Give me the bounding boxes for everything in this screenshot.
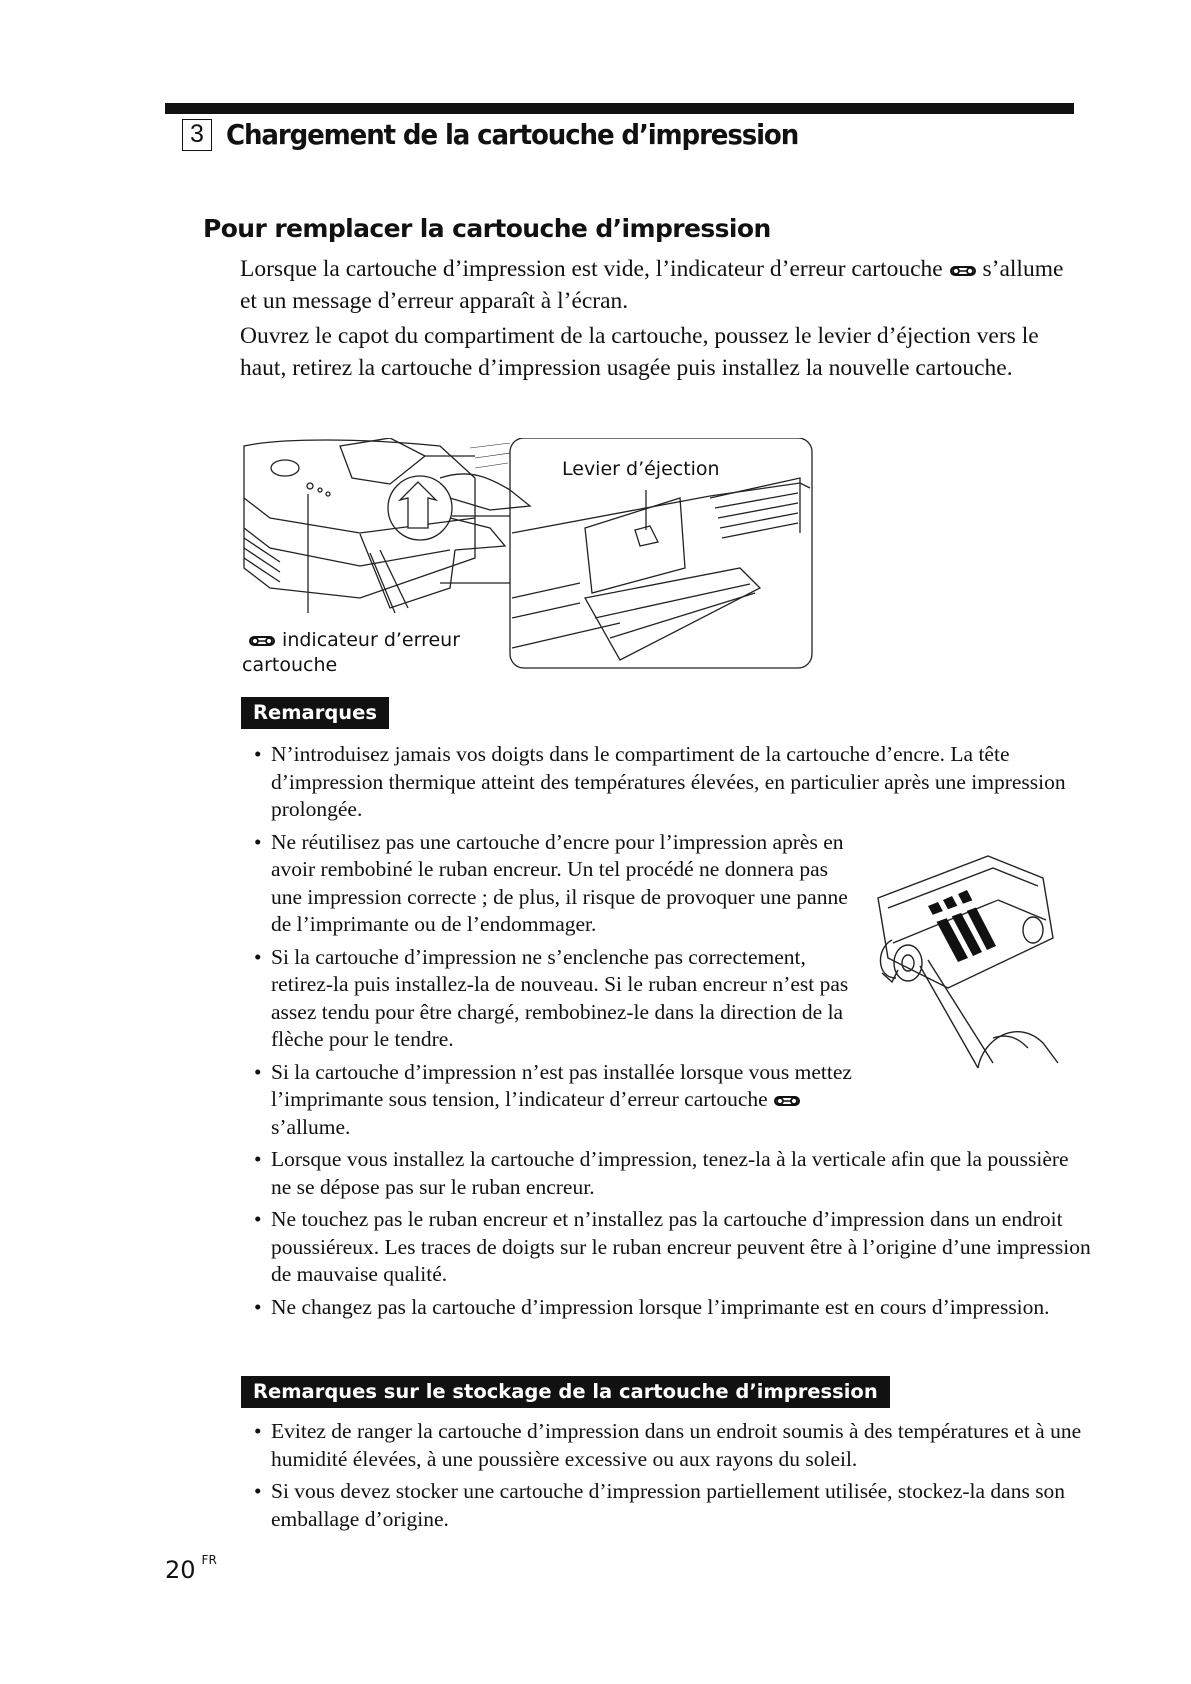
note-item-text-start: Si la cartouche d’impression n’est pas installée lorsque vous mettez l’imprimante sous tension, l’indicateur d’erreur cartouche (271, 1059, 852, 1111)
cartridge-illustration (868, 848, 1068, 1073)
printer-illustration (240, 438, 830, 688)
cartridge-error-icon (949, 262, 977, 280)
note-item: • Ne touchez pas le ruban encreur et n’installez pas la cartouche d’impression dans un endroit poussiéreux. Les traces de doigts sur le ruban encreur peuvent être à l’origine d’une impression de mauvaise qualité. (252, 1206, 1092, 1289)
indicator-label-line2: cartouche (242, 654, 338, 676)
notes-header: Remarques (241, 697, 389, 729)
storage-note-item: • Evitez de ranger la cartouche d’impression dans un endroit soumis à des températures et à une humidité élevées, à une poussière excessive ou aux rayons du soleil. (252, 1418, 1092, 1473)
language-code: FR (201, 1553, 217, 1567)
paragraph-empty-cartridge (240, 253, 1076, 317)
top-rule (165, 103, 1074, 114)
note-item: • N’introduisez jamais vos doigts dans le compartiment de la cartouche d’encre. La tête d’impression thermique atteint des températures élevées, en particulier après une impression prolongée. (252, 741, 1092, 824)
note-item (252, 1059, 854, 1142)
page-number (165, 1553, 217, 1584)
paragraph-replace-steps: Ouvrez le capot du compartiment de la cartouche, poussez le levier d’éjection vers le haut, retirez la cartouche d’impression usagée puis installez la nouvelle cartouche. (240, 323, 1039, 381)
storage-note-item: • Si vous devez stocker une cartouche d’impression partiellement utilisée, stockez-la dans son emballage d’origine. (252, 1478, 1092, 1533)
page-number-value: 20 (165, 1556, 196, 1584)
note-item: • Ne réutilisez pas une cartouche d’encre pour l’impression après en avoir rembobiné le ruban encreur. Un tel procédé ne donnera pas une impression correcte ; de plus, il risque de provoquer une panne de l’imprimante ou de l’endommager. (252, 829, 854, 939)
section-title (182, 118, 841, 151)
note-item-text-end: s’allume. (271, 1114, 351, 1139)
indicator-label (248, 628, 460, 652)
note-item: • Lorsque vous installez la cartouche d’impression, tenez-la à la verticale afin que la poussière ne se dépose pas sur le ruban encreur. (252, 1146, 1092, 1201)
cartridge-error-icon (248, 632, 276, 650)
indicator-label-line1: indicateur d’erreur (282, 629, 461, 651)
storage-notes-list (252, 1418, 1092, 1538)
subsection-heading: Pour remplacer la cartouche d’impression (203, 214, 771, 243)
cartridge-error-icon (773, 1092, 801, 1110)
cartridge-drawing (868, 848, 1068, 1073)
p1-text-start: Lorsque la cartouche d’impression est vide, l’indicateur d’erreur cartouche (240, 256, 949, 282)
lever-label: Levier d’éjection (562, 458, 720, 480)
note-item: • Si la cartouche d’impression ne s’enclenche pas correctement, retirez-la puis installez-la de nouveau. Si le ruban encreur n’est pas assez tendu pour être chargé, rembobinez-le dans la direction de la flèche pour le tendre. (252, 944, 854, 1054)
storage-notes-header: Remarques sur le stockage de la cartouche d’impression (241, 1376, 890, 1408)
note-item: • Ne changez pas la cartouche d’impression lorsque l’imprimante est en cours d’impression. (252, 1294, 1092, 1322)
step-number-box: 3 (182, 119, 212, 151)
section-heading: Chargement de la cartouche d’impression (226, 118, 799, 151)
p1-text-end: s’allume et un message d’erreur apparaît à l’écran. (240, 256, 1064, 314)
